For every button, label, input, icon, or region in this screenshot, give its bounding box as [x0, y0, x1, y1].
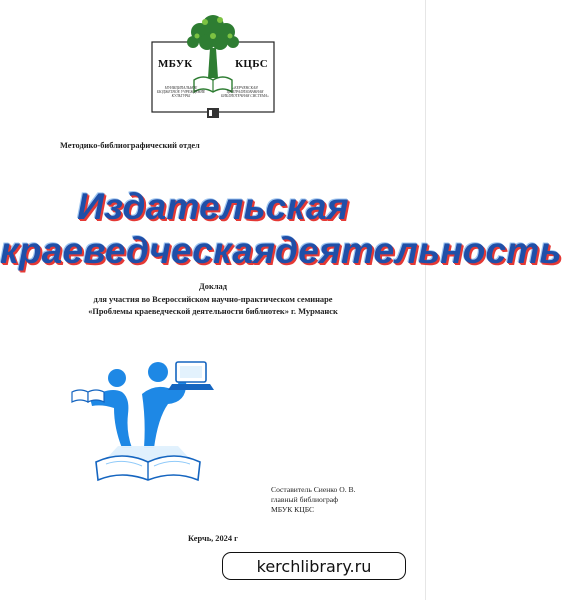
- compiler-position: главный библиограф: [271, 495, 339, 504]
- department-name: Методико-библиографический отдел: [60, 141, 200, 150]
- organization-logo: [150, 8, 276, 124]
- logo-title-right: КЦБС: [235, 58, 268, 70]
- compiler-block: [271, 485, 356, 515]
- logo-title: [158, 58, 268, 70]
- report-event: для участия во Всероссийском научно-практическом семинаре: [93, 295, 333, 304]
- logo-caption-left: МУНИЦИПАЛЬНОЕ БЮДЖЕТНОЕ УЧРЕЖДЕНИЕ КУЛЬТУРЫ: [156, 86, 206, 98]
- compiler-name: Составитель Сиенко О. В.: [271, 485, 356, 494]
- report-label: Доклад: [199, 282, 227, 291]
- website-link[interactable]: [222, 552, 406, 580]
- website-label: kerchlibrary.ru: [256, 556, 372, 576]
- compiler-organization: МБУК КЦБС: [271, 505, 315, 514]
- city-year: Керчь, 2024 г: [188, 534, 238, 543]
- title-line-1: Издательская: [77, 186, 349, 227]
- title-line-2: краеведческаядеятельность: [0, 230, 562, 271]
- report-seminar-title: «Проблемы краеведческой деятельности библиотек» г. Мурманск: [88, 307, 338, 316]
- logo-title-left: МБУК: [158, 58, 193, 70]
- people-reading-illustration-icon: [70, 358, 230, 488]
- logo-caption-right: «КЕРЧЕНСКАЯ ЦЕНТРАЛИЗОВАННАЯ БИБЛИОТЕЧНАЯ СИСТЕМА»: [221, 86, 269, 98]
